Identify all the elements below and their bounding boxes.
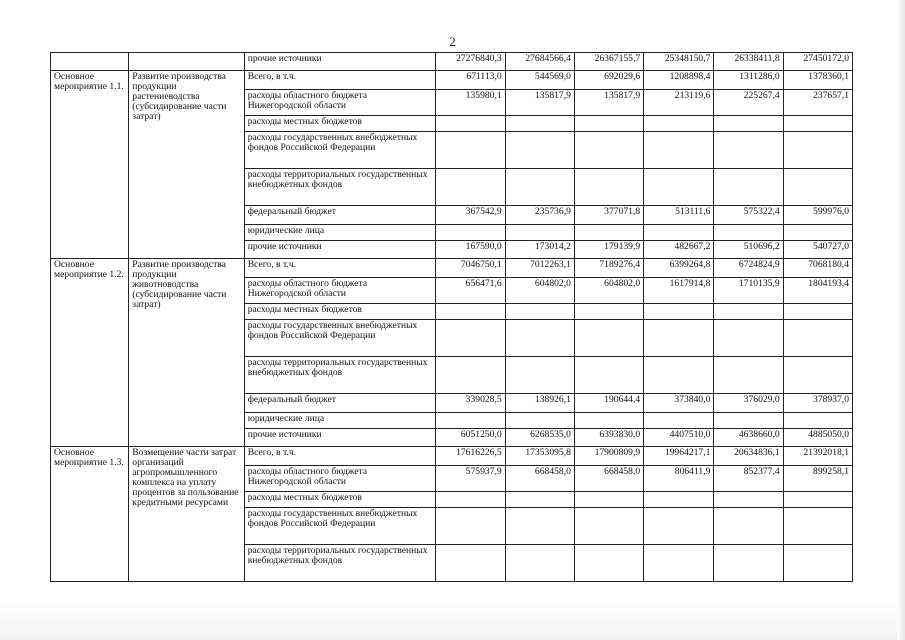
value-cell: 6393830,0 <box>574 429 643 447</box>
value-cell: 510696,2 <box>714 241 783 259</box>
table-row <box>51 71 853 90</box>
value-cell <box>574 508 643 545</box>
value-cell <box>714 132 783 169</box>
row-label: прочие источники <box>244 53 436 71</box>
value-cell: 806411,9 <box>644 466 714 492</box>
value-cell <box>505 116 574 132</box>
scan-bottom-shadow <box>0 600 905 640</box>
value-cell <box>436 492 505 508</box>
value-cell: 339028,5 <box>436 394 505 413</box>
value-cell: 6724824,9 <box>714 259 783 278</box>
value-cell: 1710135,9 <box>714 278 783 304</box>
value-cell <box>644 545 714 582</box>
value-cell: 367542,9 <box>436 206 505 225</box>
row-label: расходы местных бюджетов <box>244 116 436 132</box>
value-cell <box>574 413 643 429</box>
value-cell <box>783 508 852 545</box>
value-cell: 668458,0 <box>574 466 643 492</box>
value-cell: 179139,9 <box>574 241 643 259</box>
value-cell <box>574 169 643 206</box>
value-cell: 4885050,0 <box>783 429 852 447</box>
value-cell <box>505 132 574 169</box>
row-label: расходы государственных внебюджетных фондов Российской Федерации <box>244 320 436 357</box>
value-cell: 17353095,8 <box>505 447 574 466</box>
value-cell: 482667,2 <box>644 241 714 259</box>
value-cell: 4638660,0 <box>714 429 783 447</box>
value-cell: 7046750,1 <box>436 259 505 278</box>
value-cell: 237657,1 <box>783 90 852 116</box>
value-cell: 135980,1 <box>436 90 505 116</box>
value-cell <box>644 169 714 206</box>
value-cell: 235736,9 <box>505 206 574 225</box>
value-cell <box>644 492 714 508</box>
value-cell <box>436 320 505 357</box>
value-cell: 225267,4 <box>714 90 783 116</box>
value-cell: 135817,9 <box>505 90 574 116</box>
value-cell <box>714 116 783 132</box>
value-cell: 1208898,4 <box>644 71 714 90</box>
value-cell: 167590,0 <box>436 241 505 259</box>
value-cell <box>505 357 574 394</box>
value-cell <box>783 116 852 132</box>
value-cell: 604802,0 <box>574 278 643 304</box>
value-cell <box>714 492 783 508</box>
value-cell <box>714 169 783 206</box>
budget-table <box>50 52 853 582</box>
value-cell: 671113,0 <box>436 71 505 90</box>
value-cell <box>714 225 783 241</box>
value-cell <box>783 225 852 241</box>
value-cell <box>574 545 643 582</box>
value-cell: 378937,0 <box>783 394 852 413</box>
value-cell <box>714 545 783 582</box>
value-cell: 21392018,1 <box>783 447 852 466</box>
value-cell <box>783 169 852 206</box>
value-cell <box>574 132 643 169</box>
value-cell <box>574 320 643 357</box>
value-cell: 190644,4 <box>574 394 643 413</box>
value-cell: 1378360,1 <box>783 71 852 90</box>
value-cell <box>436 545 505 582</box>
value-cell <box>714 413 783 429</box>
activity-description: Возмещение части затрат организаций агропромышленного комплекса на уплату процентов за пользование кредитными ресурсами <box>129 447 244 582</box>
value-cell: 6399264,8 <box>644 259 714 278</box>
value-cell <box>505 508 574 545</box>
table-body <box>51 53 853 582</box>
row-label: расходы территориальных государственных внебюджетных фондов <box>244 169 436 206</box>
value-cell: 575937,9 <box>436 466 505 492</box>
row-label: расходы местных бюджетов <box>244 304 436 320</box>
value-cell <box>574 492 643 508</box>
value-cell: 376029,0 <box>714 394 783 413</box>
value-cell <box>714 357 783 394</box>
activity-name: Основное мероприятие 1.2. <box>51 259 129 447</box>
table-row <box>51 447 853 466</box>
value-cell <box>783 545 852 582</box>
row-label: Всего, в т.ч. <box>244 71 436 90</box>
row-label: Всего, в т.ч. <box>244 447 436 466</box>
value-cell <box>436 413 505 429</box>
value-cell <box>644 116 714 132</box>
value-cell <box>505 320 574 357</box>
row-label: Всего, в т.ч. <box>244 259 436 278</box>
activity-description: Развитие производства продукции животноводства (субсидирование части затрат) <box>129 259 244 447</box>
row-label: юридические лица <box>244 413 436 429</box>
value-cell <box>783 492 852 508</box>
value-cell: 540727,0 <box>783 241 852 259</box>
value-cell: 513111,6 <box>644 206 714 225</box>
value-cell: 575322,4 <box>714 206 783 225</box>
scan-edge-shadow <box>897 0 905 640</box>
row-label: расходы территориальных государственных внебюджетных фондов <box>244 545 436 582</box>
value-cell: 27276840,3 <box>436 53 505 71</box>
value-cell <box>505 169 574 206</box>
row-label: прочие источники <box>244 429 436 447</box>
value-cell <box>783 320 852 357</box>
value-cell <box>505 492 574 508</box>
value-cell: 1311286,0 <box>714 71 783 90</box>
value-cell: 27684566,4 <box>505 53 574 71</box>
activity-name: Основное мероприятие 1.3. <box>51 447 129 582</box>
value-cell: 19964217,1 <box>644 447 714 466</box>
value-cell <box>644 132 714 169</box>
value-cell: 1804193,4 <box>783 278 852 304</box>
value-cell: 7189276,4 <box>574 259 643 278</box>
value-cell: 604802,0 <box>505 278 574 304</box>
value-cell: 599976,0 <box>783 206 852 225</box>
value-cell: 26338411,8 <box>714 53 783 71</box>
value-cell <box>783 357 852 394</box>
value-cell: 6051250,0 <box>436 429 505 447</box>
value-cell <box>714 304 783 320</box>
empty-cell <box>129 53 244 71</box>
table-row <box>51 259 853 278</box>
row-label: расходы областного бюджета Нижегородской области <box>244 466 436 492</box>
row-label: федеральный бюджет <box>244 206 436 225</box>
empty-cell <box>51 53 129 71</box>
value-cell <box>714 508 783 545</box>
page-number: 2 <box>449 34 456 49</box>
value-cell: 20634836,1 <box>714 447 783 466</box>
value-cell: 138926,1 <box>505 394 574 413</box>
value-cell <box>574 357 643 394</box>
value-cell <box>505 225 574 241</box>
value-cell: 6268535,0 <box>505 429 574 447</box>
value-cell <box>574 304 643 320</box>
value-cell: 17616226,5 <box>436 447 505 466</box>
value-cell <box>644 320 714 357</box>
value-cell <box>505 545 574 582</box>
row-label: расходы государственных внебюджетных фондов Российской Федерации <box>244 508 436 545</box>
value-cell: 668458,0 <box>505 466 574 492</box>
value-cell <box>436 169 505 206</box>
value-cell: 25348150,7 <box>644 53 714 71</box>
value-cell: 692029,6 <box>574 71 643 90</box>
value-cell <box>644 413 714 429</box>
value-cell <box>714 320 783 357</box>
row-label: юридические лица <box>244 225 436 241</box>
value-cell <box>783 132 852 169</box>
value-cell: 7012263,1 <box>505 259 574 278</box>
value-cell <box>644 225 714 241</box>
value-cell: 1617914,8 <box>644 278 714 304</box>
row-label: расходы государственных внебюджетных фондов Российской Федерации <box>244 132 436 169</box>
table-row <box>51 53 853 71</box>
value-cell: 899258,1 <box>783 466 852 492</box>
row-label: федеральный бюджет <box>244 394 436 413</box>
value-cell <box>505 304 574 320</box>
value-cell: 544569,0 <box>505 71 574 90</box>
value-cell <box>644 508 714 545</box>
value-cell: 173014,2 <box>505 241 574 259</box>
value-cell: 373840,0 <box>644 394 714 413</box>
row-label: расходы местных бюджетов <box>244 492 436 508</box>
value-cell: 656471,6 <box>436 278 505 304</box>
value-cell: 213119,6 <box>644 90 714 116</box>
activity-name: Основное мероприятие 1.1. <box>51 71 129 259</box>
value-cell <box>436 116 505 132</box>
row-label: расходы областного бюджета Нижегородской области <box>244 278 436 304</box>
value-cell: 27450172,0 <box>783 53 852 71</box>
value-cell: 852377,4 <box>714 466 783 492</box>
value-cell <box>436 304 505 320</box>
value-cell <box>644 357 714 394</box>
value-cell <box>783 413 852 429</box>
value-cell: 377071,8 <box>574 206 643 225</box>
value-cell: 135817,9 <box>574 90 643 116</box>
row-label: расходы территориальных государственных внебюджетных фондов <box>244 357 436 394</box>
value-cell <box>505 413 574 429</box>
activity-description: Развитие производства продукции растениеводства (субсидирование части затрат) <box>129 71 244 259</box>
row-label: прочие источники <box>244 241 436 259</box>
value-cell <box>644 304 714 320</box>
value-cell: 7068180,4 <box>783 259 852 278</box>
value-cell <box>436 132 505 169</box>
value-cell <box>436 225 505 241</box>
value-cell: 26367155,7 <box>574 53 643 71</box>
value-cell <box>574 225 643 241</box>
value-cell: 17900809,9 <box>574 447 643 466</box>
value-cell: 4407510,0 <box>644 429 714 447</box>
value-cell <box>436 508 505 545</box>
value-cell <box>783 304 852 320</box>
value-cell <box>574 116 643 132</box>
value-cell <box>436 357 505 394</box>
row-label: расходы областного бюджета Нижегородской области <box>244 90 436 116</box>
